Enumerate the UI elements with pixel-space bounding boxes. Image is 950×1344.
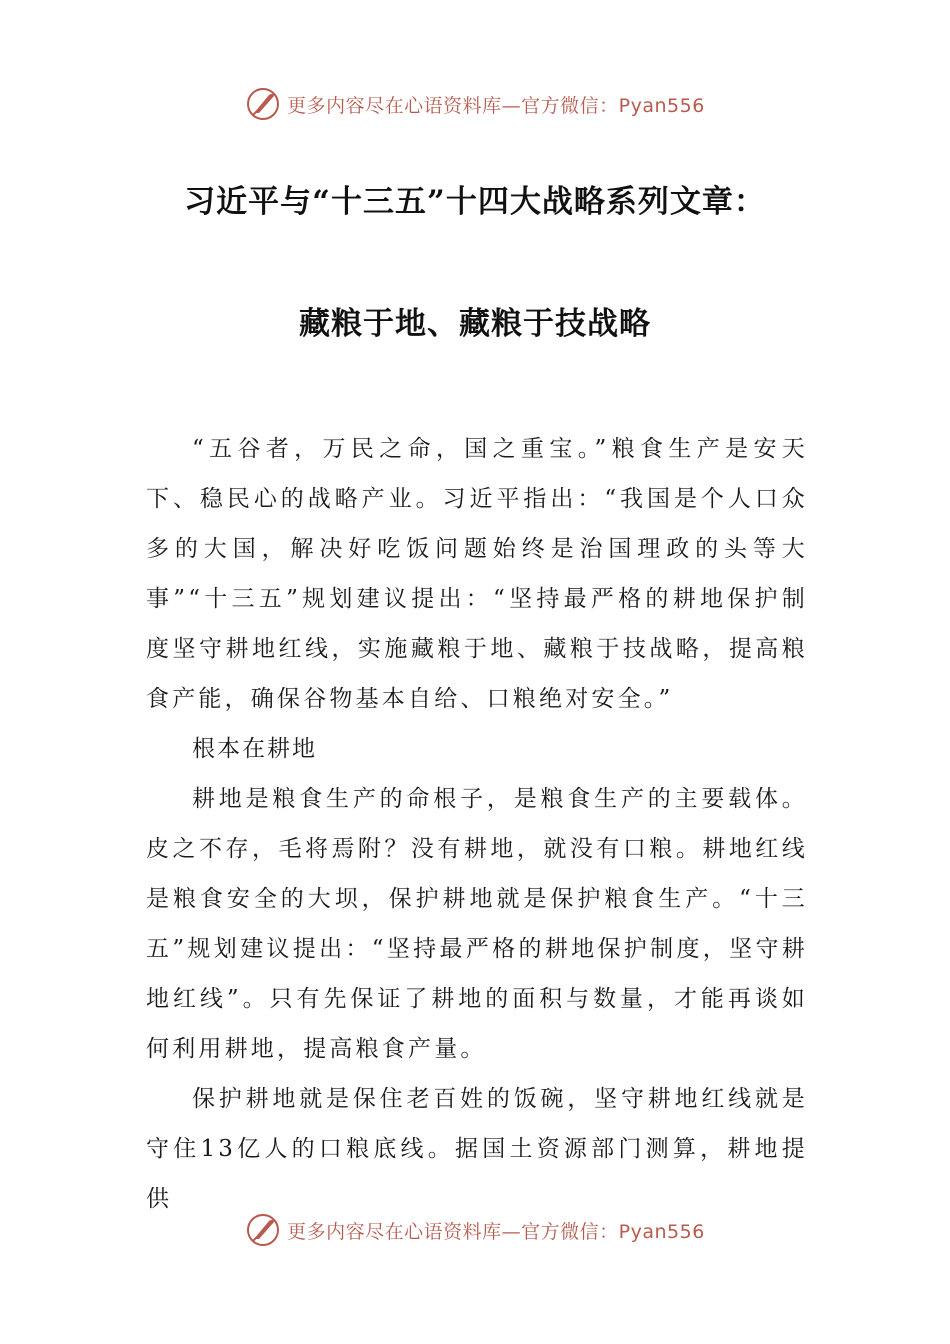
section-heading: 根本在耕地 [192, 736, 317, 762]
watermark-banner-bottom [0, 1208, 950, 1252]
watermark-wechat: 官方微信：Pyan556 [521, 1220, 705, 1243]
document-title: 习近平与“十三五”十四大战略系列文章： [184, 184, 766, 220]
quill-pen-logo-icon [245, 86, 281, 122]
watermark-banner-top [0, 82, 950, 126]
watermark-wechat: 官方微信：Pyan556 [521, 94, 705, 117]
body-paragraph: 耕地是粮食生产的命根子，是粮食生产的主要载体。皮之不存，毛将焉附？没有耕地，就没有口粮。耕地红线是粮食安全的大坝，保护耕地就是保护粮食生产。“十三五”规划建议提出：“坚持最严格的耕地保护制度，坚守耕地红线”。只有先保证了耕地的面积与数量，才能再谈如何利用耕地，提高粮食产量。 [146, 786, 808, 1062]
watermark-text: 更多内容尽在心语资料库— [287, 1220, 522, 1243]
document-subtitle: 藏粮于地、藏粮于技战略 [299, 306, 651, 342]
watermark-text: 更多内容尽在心语资料库— [287, 94, 522, 117]
body-paragraph: “五谷者，万民之命，国之重宝。”粮食生产是安天下、稳民心的战略产业。习近平指出：“我国是个人口众多的大国，解决好吃饭问题始终是治国理政的头等大事”“十三五”规划建议提出：“坚持最严格的耕地保护制度坚守耕地红线，实施藏粮于地、藏粮于技战略，提高粮食产能，确保谷物基本自给、口粮绝对安全。” [146, 436, 808, 712]
document-body [146, 424, 808, 1224]
body-paragraph: 保护耕地就是保住老百姓的饭碗，坚守耕地红线就是守住13亿人的口粮底线。据国土资源部门测算，耕地提供 [146, 1086, 808, 1212]
quill-pen-logo-icon [245, 1212, 281, 1248]
